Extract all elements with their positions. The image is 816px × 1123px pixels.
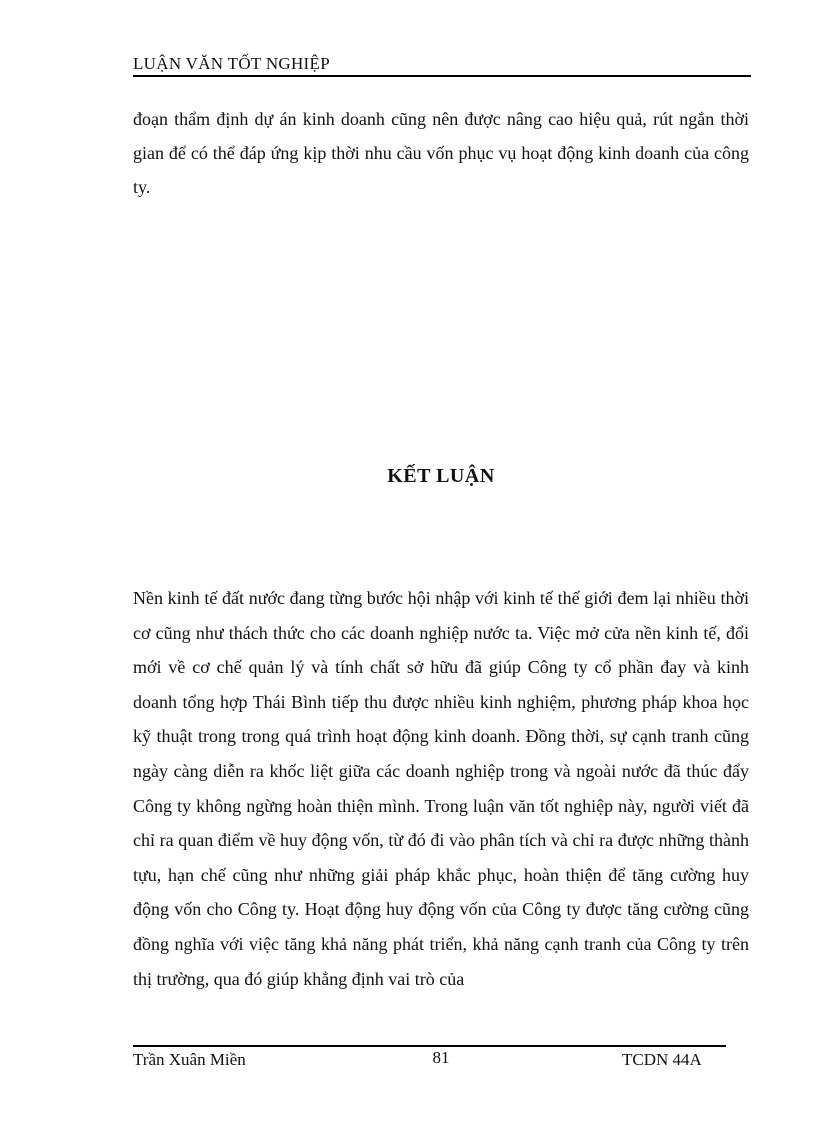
conclusion-paragraph: Nền kinh tế đất nước đang từng bước hội nhập với kinh tế thế giới đem lại nhiều thời cơ cũng như thách thức cho các doanh nghiệp nước ta. Việc mở cửa nền kinh tế, đổi mới về cơ chế quản lý và tính chất sở hữu đã giúp Công ty cổ phần đay và kinh doanh tổng hợp Thái Bình tiếp thu được nhiều kinh nghiệm, phương pháp khoa học kỹ thuật trong trong quá trình hoạt động kinh doanh. Đồng thời, sự cạnh tranh cũng ngày càng diễn ra khốc liệt giữa các doanh nghiệp trong và ngoài nước đã thúc đẩy Công ty không ngừng hoàn thiện mình. Trong luận văn tốt nghiệp này, người viết đã chỉ ra quan điểm về huy động vốn, từ đó đi vào phân tích và chỉ ra được những thành tựu, hạn chế cũng như những giải pháp khắc phục, hoàn thiện để tăng cường huy động vốn cho Công ty. Hoạt động huy động vốn của Công ty được tăng cường cũng đồng nghĩa với việc tăng khả năng phát triển, khả năng cạnh tranh của Công ty trên thị trường, qua đó giúp khẳng định vai trò của bbox=[133, 588, 749, 989]
continuation-paragraph: đoạn thẩm định dự án kinh doanh cũng nên được nâng cao hiệu quả, rút ngắn thời gian để có thể đáp ứng kịp thời nhu cầu vốn phục vụ hoạt động kinh doanh của công ty. bbox=[133, 109, 749, 197]
page-number: 81 bbox=[432, 1048, 450, 1067]
footer-author: Trần Xuân Miền bbox=[133, 1050, 246, 1069]
footer-class-code: TCDN 44A bbox=[622, 1050, 702, 1069]
running-header-title: LUẬN VĂN TỐT NGHIỆP bbox=[133, 54, 330, 73]
section-heading: KẾT LUẬN bbox=[387, 465, 495, 487]
header-divider bbox=[133, 75, 751, 77]
footer-divider bbox=[133, 1045, 726, 1047]
